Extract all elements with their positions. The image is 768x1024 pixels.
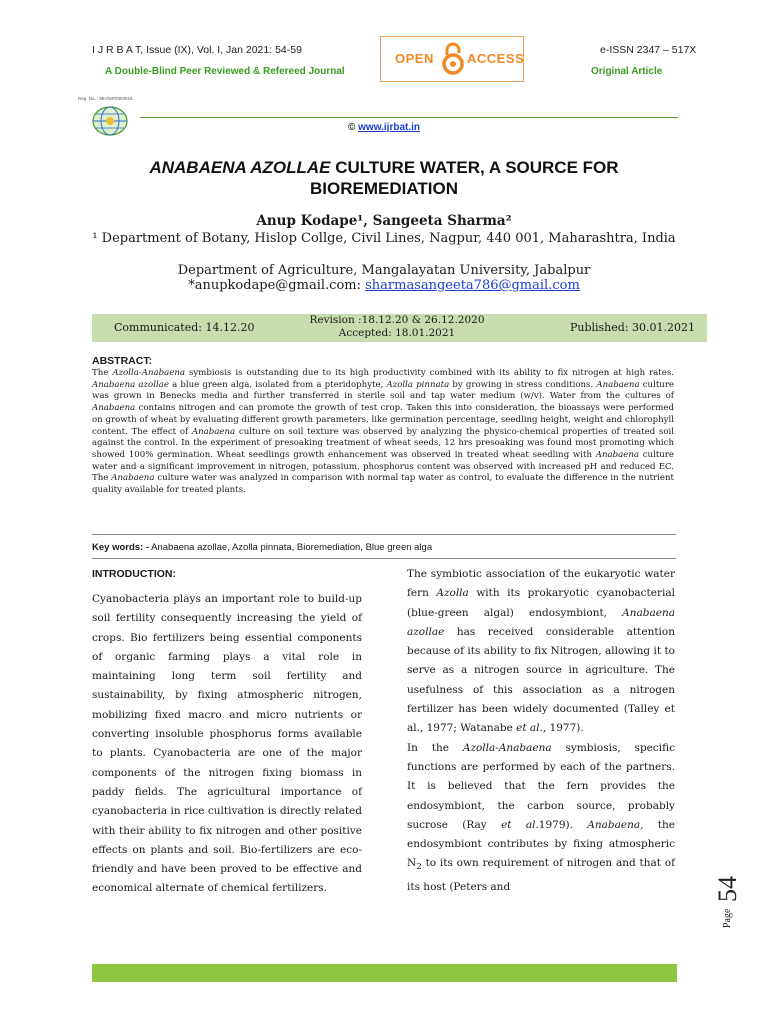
intro-paragraph-2: The symbiotic association of the eukaryotic water fern Azolla with its prokaryotic cyanobacterial (blue-green algal) endosymbiont, Anabaena azollae has received considerable attention because of its ability to fix Nitrogen, allowing it to serve as a nitrogen source in agriculture. The usefulness of this association as a nitrogen fertilizer has been widely documented (Talley et al., 1977; Watanabe et al., 1977). (407, 568, 675, 735)
communicated-date: Communicated: 14.12.20 (114, 321, 255, 334)
title-italic: ANABAENA AZOLLAE (149, 158, 331, 177)
issn: e-ISSN 2347 – 517X (600, 44, 697, 56)
intro-paragraph-1: Cyanobacteria plays an important role to build-up soil fertility consequently increasing the yield of crops. Bio fertilizers being essential components of organic farming plays a vital role in maintaining long term soil fertility and sustainability, by fixing atmospheric nitrogen, mobilizing fixed macro and micro nutrients or converting insoluble phosphorus forms available to plants. Cyanobacteria are one of the major components of the nitrogen fixing biomass in paddy fields. The agricultural importance of cyanobacteria in rice cultivation is directly related with their ability to fix nitrogen and other positive effects on plants and soil. Bio-fertilizers are eco-friendly and have been proved to be effective and economical alternate of chemical fertilizers. (92, 593, 362, 895)
affiliation-1: ¹ Department of Botany, Hislop Collge, Civil Lines, Nagpur, 440 001, Maharashtra, India (92, 231, 676, 246)
email-line (0, 278, 768, 293)
keywords-label: Key words: - (92, 542, 150, 553)
open-access-right: ACCESS (467, 51, 525, 66)
keywords-line (92, 542, 432, 553)
revision-accepted (297, 314, 497, 340)
corresponding-email-link[interactable]: sharmasangeeta786@gmail.com (365, 278, 580, 293)
affiliation-2: Department of Agriculture, Mangalayatan University, Jabalpur (177, 263, 591, 278)
intro-paragraph-3: In the Azolla-Anabaena symbiosis, specific functions are performed by each of the partners. It is believed that the fern provides the endosymbiont, the carbon source, probably sucrose (Ray et al.1979). Anabaena, the endosymbiont contributes by fixing atmospheric $N_2$ to its own requirement of nitrogen and that of its host (Peters and (407, 741, 675, 893)
journal-type: A Double-Blind Peer Reviewed & Refereed Journal (105, 66, 345, 77)
article-type: Original Article (591, 66, 663, 77)
open-lock-icon (441, 41, 465, 77)
keywords-top-rule (92, 534, 676, 535)
article-title (60, 157, 708, 199)
website-link[interactable]: www.ijrbat.in (358, 122, 420, 133)
title-line2: BIOREMEDIATION (310, 179, 458, 198)
header-divider (140, 117, 678, 118)
page-number-value: 54 (713, 876, 742, 902)
footer-bar (92, 964, 677, 982)
accepted-date: Accepted: 18.01.2021 (338, 327, 456, 339)
author-email: *anupkodape@gmail.com: (188, 278, 366, 293)
keywords-list: Anabaena azollae, Azolla pinnata, Bioremediation, Blue green alga (151, 542, 433, 553)
page-number (702, 870, 742, 930)
open-access-left: OPEN (395, 51, 434, 66)
abstract-body: The Azolla-Anabaena symbiosis is outstanding due to its high productivity combined with its ability to fix nitrogen at high rates. Anabaena azollae a blue green alga, isolated from a pteridophyte, Azolla pinnata by growing in stress conditions. Anabaena culture was grown in Benecks media and further transferred in sterile soil and tap water medium (w/v). Water from the cultures of Anabaena contains nitrogen and can promote the growth of test crop. Taken this into consideration, the bioassays were performed on growth of wheat by evaluating different growth parameters, like germination percentage, seedling height, weight and chlorophyll content. The effect of Anabaena culture on soil texture was observed by analyzing the physico-chemical properties of treated soil against the control. In the experiment of presoaking treatment of wheat seeds, 12 hrs presoaking was found most promoting which showed 100% germination. Wheat seedlings growth enhancement was observed in treated wheat seedling with Anabaena culture water and a significant improvement in nitrogen, potassium, phosphorus content was observed with increased pH and reduced EC. The Anabaena culture water was analyzed in comparison with normal tap water as control, to evaluate the difference in the nutrient quality available for treated plants. (92, 368, 675, 496)
authors: Anup Kodape¹, Sangeeta Sharma² (256, 213, 512, 229)
open-access-logo (380, 36, 524, 82)
published-date: Published: 30.01.2021 (569, 321, 695, 334)
intro-left-column (92, 590, 362, 899)
intro-right-column (407, 565, 675, 897)
copyright-symbol: © (347, 122, 356, 133)
abstract-heading: ABSTRACT: (92, 355, 153, 367)
revision-date: Revision :18.12.20 & 26.12.2020 (309, 314, 485, 326)
page-label: Page (722, 908, 733, 928)
introduction-heading: INTRODUCTION: (92, 568, 176, 580)
dates-band (92, 314, 707, 342)
keywords-bottom-rule (92, 558, 676, 559)
citation: I J R B A T, Issue (IX), Vol. I, Jan 2021: 54-59 (92, 44, 302, 56)
website-line (0, 122, 768, 133)
registration-number: Reg. No. : MH/ISP/000/516 (78, 96, 133, 101)
title-line1: CULTURE WATER, A SOURCE FOR (330, 158, 619, 177)
